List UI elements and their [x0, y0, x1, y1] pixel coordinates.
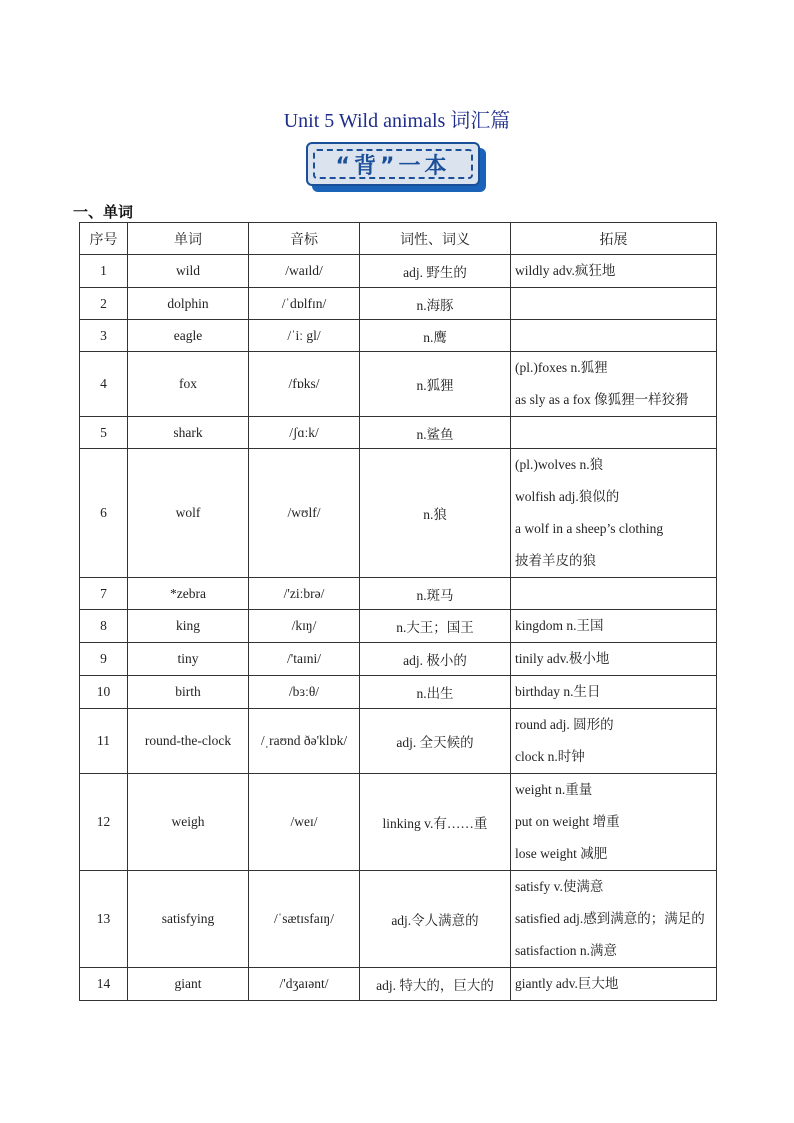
- section-heading: 一、单词: [73, 203, 134, 221]
- extension-line: lose weight 减肥: [515, 846, 608, 861]
- row-extension: [511, 320, 717, 352]
- row-word: dolphin: [128, 288, 249, 320]
- table-row: [80, 610, 717, 643]
- extension-line: tinily adv.极小地: [515, 651, 610, 666]
- row-phonetic: /ˌraʊnd ðə'klɒk/: [249, 709, 360, 774]
- header-meaning: 词性、词义: [360, 223, 511, 255]
- row-number: 4: [80, 352, 128, 417]
- row-number: 8: [80, 610, 128, 643]
- row-meaning: n.鹰: [360, 320, 511, 352]
- row-phonetic: /'taɪni/: [249, 643, 360, 676]
- row-meaning: n.斑马: [360, 578, 511, 610]
- extension-line: giantly adv.巨大地: [515, 976, 619, 991]
- row-word: wild: [128, 255, 249, 288]
- extension-line: clock n.时钟: [515, 749, 585, 764]
- table-row: [80, 676, 717, 709]
- extension-line: wolfish adj.狼似的: [515, 489, 620, 504]
- row-extension: [511, 643, 717, 676]
- row-phonetic: /kɪŋ/: [249, 610, 360, 643]
- row-extension: [511, 288, 717, 320]
- row-word: wolf: [128, 449, 249, 578]
- row-number: 12: [80, 774, 128, 871]
- row-meaning: n.狼: [360, 449, 511, 578]
- row-number: 11: [80, 709, 128, 774]
- header-phonetic: 音标: [249, 223, 360, 255]
- table-row: [80, 417, 717, 449]
- row-meaning: linking v.有……重: [360, 774, 511, 871]
- row-phonetic: /ˈsætɪsfaɪŋ/: [249, 871, 360, 968]
- row-meaning: n.大王；国王: [360, 610, 511, 643]
- table-row: [80, 352, 717, 417]
- row-number: 10: [80, 676, 128, 709]
- row-meaning: adj. 野生的: [360, 255, 511, 288]
- row-number: 7: [80, 578, 128, 610]
- row-phonetic: /ˈiː gl/: [249, 320, 360, 352]
- row-number: 2: [80, 288, 128, 320]
- row-meaning: n.鲨鱼: [360, 417, 511, 449]
- table-row: [80, 255, 717, 288]
- extension-line: kingdom n.王国: [515, 618, 604, 633]
- row-word: round-the-clock: [128, 709, 249, 774]
- row-number: 1: [80, 255, 128, 288]
- table-row: [80, 288, 717, 320]
- row-extension: [511, 610, 717, 643]
- row-number: 14: [80, 968, 128, 1001]
- row-number: 6: [80, 449, 128, 578]
- row-word: fox: [128, 352, 249, 417]
- row-word: satisfying: [128, 871, 249, 968]
- row-extension: [511, 968, 717, 1001]
- row-meaning: n.海豚: [360, 288, 511, 320]
- row-word: birth: [128, 676, 249, 709]
- badge-label: “背”一本: [313, 149, 473, 179]
- extension-line: round adj. 圆形的: [515, 717, 614, 732]
- extension-line: satisfy v.使满意: [515, 879, 604, 894]
- extension-line: birthday n.生日: [515, 684, 601, 699]
- row-extension: [511, 449, 717, 578]
- row-number: 3: [80, 320, 128, 352]
- row-word: weigh: [128, 774, 249, 871]
- row-word: giant: [128, 968, 249, 1001]
- row-meaning: n.狐狸: [360, 352, 511, 417]
- row-meaning: adj. 特大的，巨大的: [360, 968, 511, 1001]
- extension-line: 披着羊皮的狼: [515, 553, 596, 568]
- table-row: [80, 709, 717, 774]
- row-phonetic: /fɒks/: [249, 352, 360, 417]
- row-extension: [511, 709, 717, 774]
- table-header-row: [80, 223, 717, 255]
- row-word: tiny: [128, 643, 249, 676]
- row-extension: [511, 578, 717, 610]
- row-number: 5: [80, 417, 128, 449]
- row-word: shark: [128, 417, 249, 449]
- extension-line: put on weight 增重: [515, 814, 620, 829]
- row-number: 9: [80, 643, 128, 676]
- header-extension: 拓展: [511, 223, 717, 255]
- extension-line: a wolf in a sheep’s clothing: [515, 521, 664, 536]
- table-body: [80, 255, 717, 1001]
- row-extension: [511, 676, 717, 709]
- page-title: Unit 5 Wild animals 词汇篇: [283, 110, 511, 132]
- row-extension: [511, 255, 717, 288]
- row-extension: [511, 417, 717, 449]
- badge-face: [306, 142, 480, 186]
- extension-line: (pl.)foxes n.狐狸: [515, 360, 608, 375]
- row-phonetic: /bɜːθ/: [249, 676, 360, 709]
- row-meaning: adj.令人满意的: [360, 871, 511, 968]
- row-phonetic: /ʃɑːk/: [249, 417, 360, 449]
- row-meaning: n.出生: [360, 676, 511, 709]
- row-phonetic: /'dʒaɪənt/: [249, 968, 360, 1001]
- extension-line: as sly as a fox 像狐狸一样狡猾: [515, 392, 689, 407]
- table-row: [80, 449, 717, 578]
- table-row: [80, 320, 717, 352]
- row-word: eagle: [128, 320, 249, 352]
- extension-line: satisfied adj.感到满意的；满足的: [515, 911, 705, 926]
- row-phonetic: /waɪld/: [249, 255, 360, 288]
- extension-line: satisfaction n.满意: [515, 943, 617, 958]
- row-extension: [511, 871, 717, 968]
- row-extension: [511, 352, 717, 417]
- row-phonetic: /weɪ/: [249, 774, 360, 871]
- row-phonetic: /wʊlf/: [249, 449, 360, 578]
- table-row: [80, 774, 717, 871]
- table-row: [80, 871, 717, 968]
- vocabulary-table: [79, 222, 717, 1001]
- recite-badge: [306, 142, 486, 192]
- header-word: 单词: [128, 223, 249, 255]
- row-word: king: [128, 610, 249, 643]
- row-meaning: adj. 全天候的: [360, 709, 511, 774]
- row-extension: [511, 774, 717, 871]
- table-row: [80, 968, 717, 1001]
- table-row: [80, 643, 717, 676]
- row-phonetic: /'ziːbrə/: [249, 578, 360, 610]
- extension-line: weight n.重量: [515, 782, 593, 797]
- extension-line: (pl.)wolves n.狼: [515, 457, 604, 472]
- row-word: *zebra: [128, 578, 249, 610]
- row-number: 13: [80, 871, 128, 968]
- row-meaning: adj. 极小的: [360, 643, 511, 676]
- row-phonetic: /ˈdɒlfɪn/: [249, 288, 360, 320]
- header-number: 序号: [80, 223, 128, 255]
- table-row: [80, 578, 717, 610]
- extension-line: wildly adv.疯狂地: [515, 263, 616, 278]
